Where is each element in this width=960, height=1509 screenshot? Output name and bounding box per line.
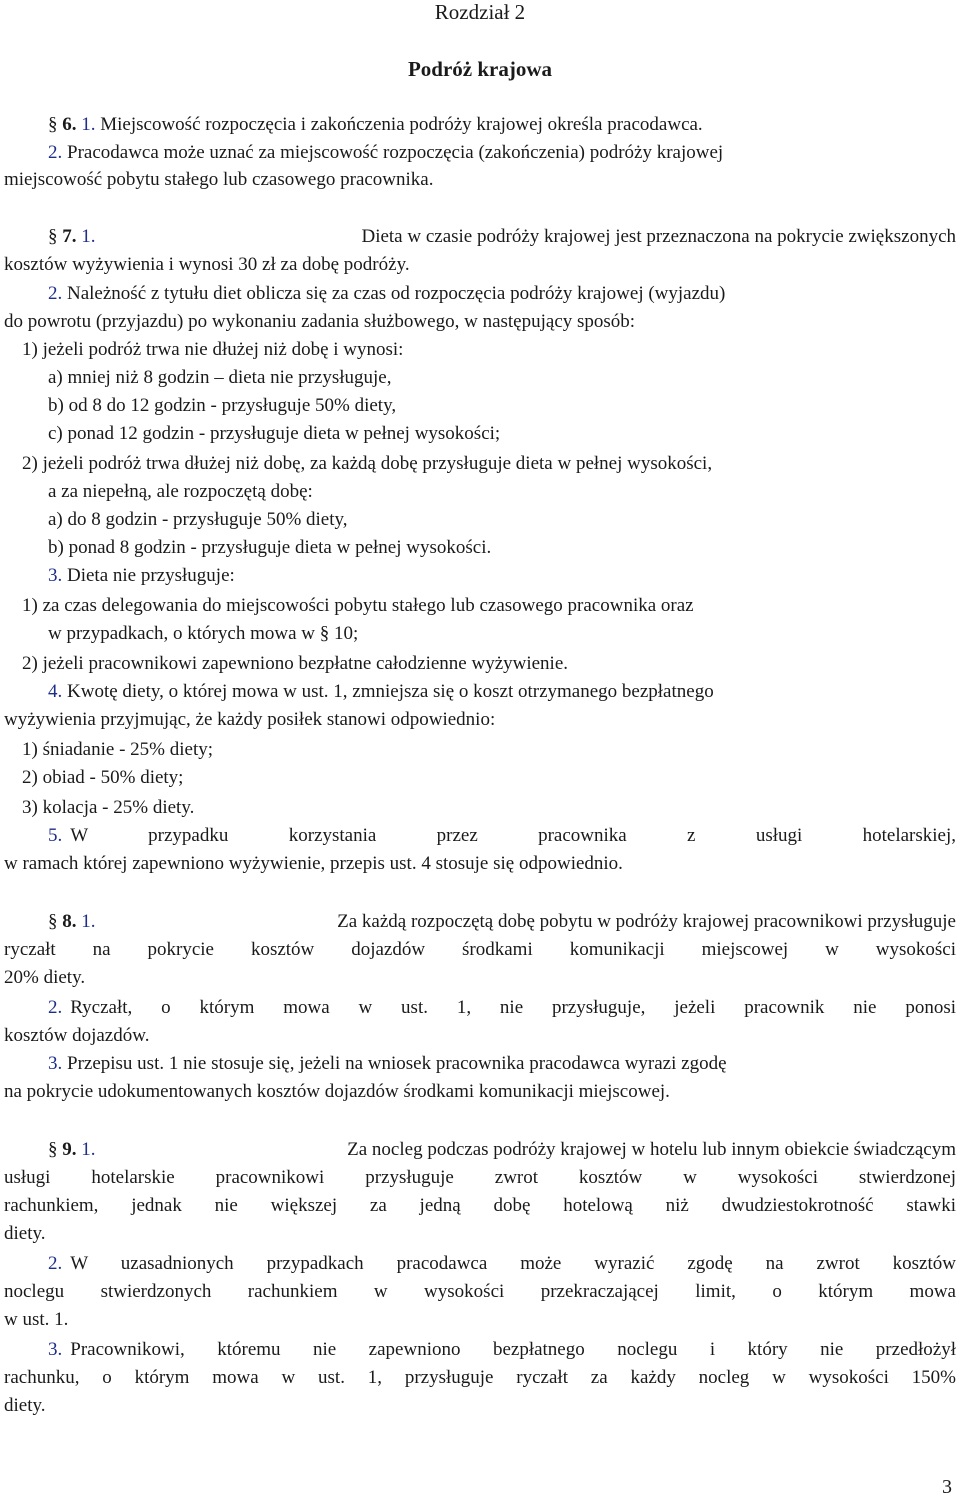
section-8-para-3-line-2: na pokrycie udokumentowanych kosztów dojazdów środkami komunikacji miejscowej. [4, 1081, 670, 1102]
section-6-para-2-line-2: miejscowość pobytu stałego lub czasowego pracownika. [4, 169, 434, 190]
list-item: 2) jeżeli podróż trwa dłużej niż dobę, za każdą dobę przysługuje dieta w pełnej wysokości, [22, 453, 713, 474]
section-9-p3-number: 3. [48, 1339, 63, 1360]
section-7-para-2-line-2: do powrotu (przyjazdu) po wykonaniu zadania służbowego, w następujący sposób: [4, 311, 636, 332]
list-item-continuation: a za niepełną, ale rozpoczętą dobę: [48, 481, 313, 502]
section-8-p2-number: 2. [48, 997, 63, 1018]
list-item: 3) kolacja - 25% diety. [22, 797, 195, 818]
list-item: 2) obiad - 50% diety; [22, 767, 184, 788]
section-7-para-4-line-2: wyżywienia przyjmując, że każdy posiłek stanowi odpowiednio: [4, 709, 496, 730]
list-item: a) mniej niż 8 godzin – dieta nie przysługuje, [48, 367, 392, 388]
section-9-para-2-line-2: noclegu stwierdzonych rachunkiem w wysokości przekraczającej limit, o którym mowa [4, 1281, 956, 1302]
section-6-p1-text: Miejscowość rozpoczęcia i zakończenia podróży krajowej określa pracodawca. [100, 114, 703, 135]
section-6-para-1 [48, 113, 703, 137]
section-9-para-3-line-1: 3. Pracownikowi, któremu nie zapewniono bezpłatnego noclegu i który nie przedłożył [48, 1339, 956, 1360]
section-9-p2-number: 2. [48, 1253, 63, 1274]
section-sign: § [48, 226, 63, 247]
section-7-para-1-line-1: § 7. 1. Dieta w czasie podróży krajowej jest przeznaczona na pokrycie zwiększonych [48, 226, 956, 247]
list-item: 2) jeżeli pracownikowi zapewniono bezpłatne całodzienne wyżywienie. [22, 653, 569, 674]
section-7-para-5-line-1: 5. W przypadku korzystania przez pracownika z usługi hotelarskiej, [48, 825, 956, 846]
section-sign: § [48, 114, 63, 135]
section-7-para-5-line-2: w ramach której zapewniono wyżywienie, przepis ust. 4 stosuje się odpowiednio. [4, 853, 623, 874]
section-9-number: 9. [62, 1139, 77, 1160]
section-7-number: 7. [62, 226, 77, 247]
section-8-p1-number: 1. [81, 911, 96, 932]
list-item: b) od 8 do 12 godzin - przysługuje 50% diety, [48, 395, 397, 416]
section-7-para-1-line-2: kosztów wyżywienia i wynosi 30 zł za dobę podróży. [4, 254, 410, 275]
section-7-p4-number: 4. [48, 681, 63, 702]
page-number: 3 [942, 1476, 952, 1498]
list-item: 1) za czas delegowania do miejscowości pobytu stałego lub czasowego pracownika oraz [22, 595, 694, 616]
section-9-para-1-line-3: rachunkiem, jednak nie większej za jedną dobę hotelową niż dwudziestokrotność stawki [4, 1195, 956, 1216]
section-8-para-2-line-2: kosztów dojazdów. [4, 1025, 150, 1046]
page-title: Podróż krajowa [407, 57, 553, 81]
section-7-para-4-line-1: 4. Kwotę diety, o której mowa w ust. 1, zmniejsza się o koszt otrzymanego bezpłatnego [48, 681, 714, 702]
section-6-p2-number: 2. [48, 142, 63, 163]
list-item: b) ponad 8 godzin - przysługuje dieta w pełnej wysokości. [48, 537, 492, 558]
list-item: a) do 8 godzin - przysługuje 50% diety, [48, 509, 348, 530]
document-page [4, 0, 956, 1509]
section-7-p2-number: 2. [48, 283, 63, 304]
section-8-para-3-line-1: 3. Przepisu ust. 1 nie stosuje się, jeżeli na wniosek pracownika pracodawca wyrazi zgodę [48, 1053, 727, 1074]
section-8-para-1-line-3: 20% diety. [4, 967, 86, 988]
section-sign: § [48, 1139, 63, 1160]
section-9-para-3-line-2: rachunku, o którym mowa w ust. 1, przysługuje ryczałt za każdy nocleg w wysokości 150% [4, 1367, 956, 1388]
list-item: 1) śniadanie - 25% diety; [22, 739, 214, 760]
section-6-number: 6. [62, 114, 77, 135]
section-6-p1-number: 1. [81, 114, 96, 135]
section-8-p3-number: 3. [48, 1053, 63, 1074]
list-item: c) ponad 12 godzin - przysługuje dieta w pełnej wysokości; [48, 423, 501, 444]
section-8-number: 8. [62, 911, 77, 932]
section-7-p5-number: 5. [48, 825, 63, 846]
section-7-para-2-line-1: 2. Należność z tytułu diet oblicza się za czas od rozpoczęcia podróży krajowej (wyjazdu) [48, 283, 726, 304]
section-9-para-2-line-3: w ust. 1. [4, 1309, 69, 1330]
section-7-p3-number: 3. [48, 565, 63, 586]
section-9-para-2-line-1: 2. W uzasadnionych przypadkach pracodawca może wyrazić zgodę na zwrot kosztów [48, 1253, 956, 1274]
section-8-para-2-line-1: 2. Ryczałt, o którym mowa w ust. 1, nie przysługuje, jeżeli pracownik nie ponosi [48, 997, 956, 1018]
section-9-para-1-line-2: usługi hotelarskie pracownikowi przysługuje zwrot kosztów w wysokości stwierdzonej [4, 1167, 956, 1188]
section-7-p1-number: 1. [81, 226, 96, 247]
list-item-continuation: w przypadkach, o których mowa w § 10; [48, 623, 359, 644]
section-8-para-1-line-1: § 8. 1. Za każdą rozpoczętą dobę pobytu w podróży krajowej pracownikowi przysługuje [48, 911, 956, 932]
section-sign: § [48, 911, 63, 932]
section-9-para-1-line-4: diety. [4, 1223, 46, 1244]
section-9-p1-number: 1. [81, 1139, 96, 1160]
list-item: 1) jeżeli podróż trwa nie dłużej niż dobę i wynosi: [22, 339, 404, 360]
chapter-heading: Rozdział 2 [434, 0, 526, 24]
section-7-para-3: 3. Dieta nie przysługuje: [48, 565, 235, 586]
section-9-para-3-line-3: diety. [4, 1395, 46, 1416]
section-6-para-2-line-1: 2. Pracodawca może uznać za miejscowość rozpoczęcia (zakończenia) podróży krajowej [48, 142, 724, 163]
section-8-para-1-line-2: ryczałt na pokrycie kosztów dojazdów środkami komunikacji miejscowej w wysokości [4, 939, 956, 960]
section-9-para-1-line-1: § 9. 1. Za nocleg podczas podróży krajowej w hotelu lub innym obiekcie świadczącym [48, 1139, 956, 1160]
